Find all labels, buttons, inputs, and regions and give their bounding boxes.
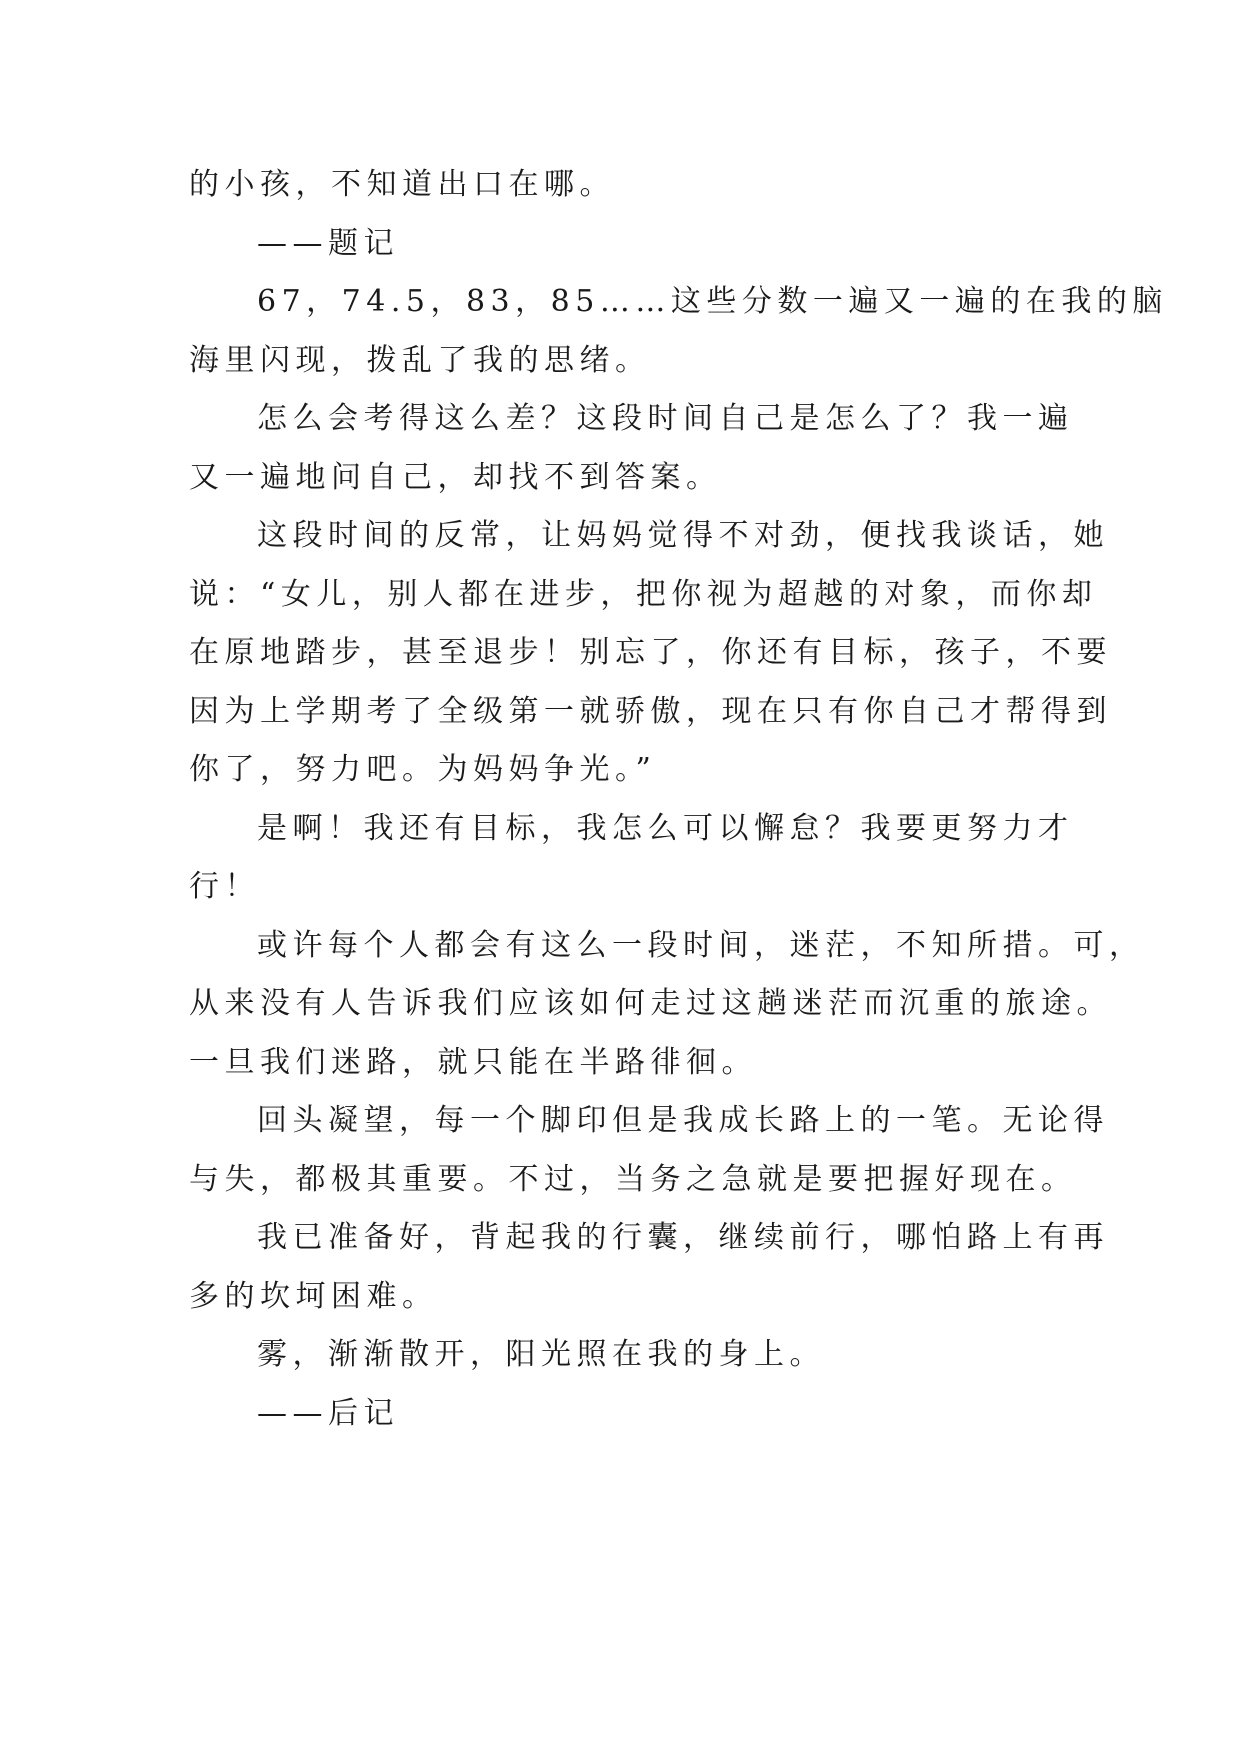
epigraph-attribution: ——题记 xyxy=(257,225,399,261)
text-line: 又一遍地问自己，却找不到答案。 xyxy=(189,459,722,495)
text-line: 多的坎坷困难。 xyxy=(189,1278,438,1314)
text-line: 行！ xyxy=(189,869,260,904)
text-line: 你了，努力吧。为妈妈争光。” xyxy=(189,752,657,787)
text-line: 这段时间的反常，让妈妈觉得不对劲，便找我谈话，她 xyxy=(257,518,1109,553)
text-line: 雾，渐渐散开，阳光照在我的身上。 xyxy=(257,1337,825,1372)
text-line: 或许每个人都会有这么一段时间，迷茫，不知所措。可， xyxy=(257,927,1145,963)
essay-body xyxy=(189,156,1168,1443)
text-line: 我已准备好，背起我的行囊，继续前行，哪怕路上有再 xyxy=(257,1220,1109,1255)
text-line: 与失，都极其重要。不过，当务之急就是要把握好现在。 xyxy=(189,1161,1077,1197)
text-line: 海里闪现，拨乱了我的思绪。 xyxy=(189,342,651,378)
text-line: 在原地踏步，甚至退步！别忘了，你还有目标，孩子，不要 xyxy=(189,635,1112,670)
text-line: 回头凝望，每一个脚印但是我成长路上的一笔。无论得 xyxy=(257,1103,1109,1138)
text-line: 67，74.5，83，85……这些分数一遍又一遍的在我的脑 xyxy=(257,284,1168,319)
postscript-attribution: ——后记 xyxy=(257,1395,399,1431)
text-line: 一旦我们迷路，就只能在半路徘徊。 xyxy=(189,1044,757,1080)
text-line: 说：“女儿，别人都在进步，把你视为超越的对象，而你却 xyxy=(189,576,1098,612)
text-line: 怎么会考得这么差？这段时间自己是怎么了？我一遍 xyxy=(257,401,1074,436)
text-line: 的小孩，不知道出口在哪。 xyxy=(189,167,615,202)
text-line: 是啊！我还有目标，我怎么可以懈怠？我要更努力才 xyxy=(257,810,1074,846)
text-line: 从来没有人告诉我们应该如何走过这趟迷茫而沉重的旅途。 xyxy=(189,986,1112,1021)
text-line: 因为上学期考了全级第一就骄傲，现在只有你自己才帮得到 xyxy=(189,693,1112,729)
